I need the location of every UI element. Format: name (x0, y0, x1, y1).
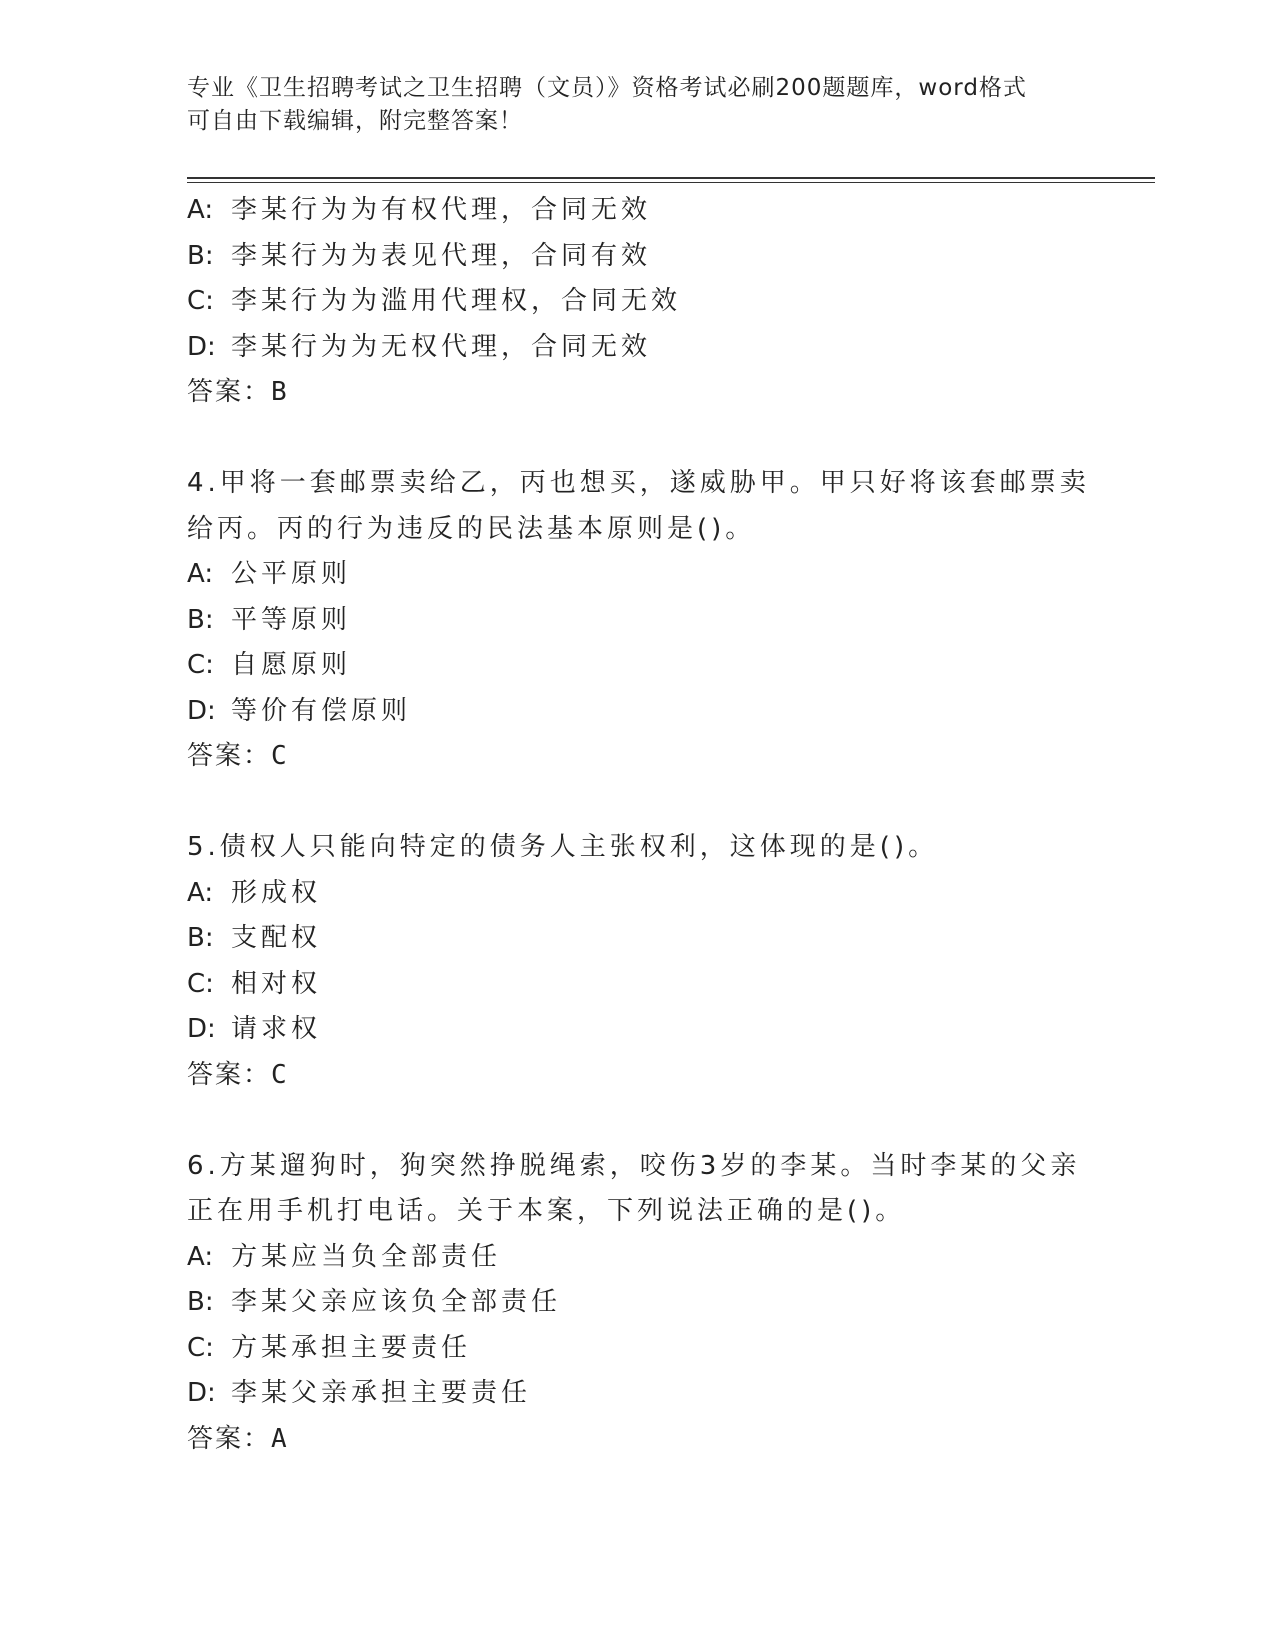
question-3 (187, 188, 1087, 416)
option-b (187, 1280, 1087, 1326)
option-text: 自愿原则 (231, 650, 352, 680)
option-text: 李某父亲承担主要责任 (231, 1378, 532, 1408)
option-d (187, 1007, 1087, 1053)
option-a (187, 1235, 1087, 1281)
document-header (187, 72, 1067, 138)
spacer (187, 416, 1087, 462)
option-key: C: (187, 1332, 214, 1363)
spacer (187, 1098, 1087, 1144)
option-a (187, 871, 1087, 917)
option-text: 平等原则 (231, 604, 352, 635)
option-key: D: (187, 1014, 216, 1044)
question-stem-line-1: 6.方某遛狗时，狗突然挣脱绳索，咬伤3岁的李某。当时李某的父亲 (187, 1150, 1081, 1181)
question-6 (187, 1144, 1087, 1463)
option-text: 支配权 (231, 923, 322, 953)
option-b (187, 916, 1087, 962)
question-stem-line-2: 正在用手机打电话。关于本案，下列说法正确的是()。 (187, 1196, 906, 1226)
spacer (187, 780, 1087, 826)
option-b (187, 598, 1087, 644)
header-title-line-1: 专业《卫生招聘考试之卫生招聘（文员）》资格考试必刷200题题库，word格式 (187, 75, 1027, 101)
option-d (187, 325, 1087, 371)
option-c (187, 962, 1087, 1008)
question-4 (187, 461, 1090, 780)
option-d (187, 689, 1087, 735)
option-key: C: (187, 286, 214, 316)
answer-label: 答案： (187, 741, 272, 771)
answer-line (187, 734, 1087, 780)
option-key: B: (187, 1287, 214, 1317)
option-text: 李某行为为滥用代理权，合同无效 (231, 286, 682, 316)
option-text: 李某行为为无权代理，合同无效 (231, 331, 652, 362)
option-key: D: (187, 331, 216, 362)
option-b (187, 234, 1087, 280)
question-stem-line-1: 4.甲将一套邮票卖给乙，丙也想买，遂威胁甲。甲只好将该套邮票卖 (187, 468, 1090, 498)
option-c (187, 643, 1087, 689)
option-key: B: (187, 923, 214, 953)
option-text: 请求权 (231, 1014, 322, 1044)
option-text: 公平原则 (231, 559, 352, 589)
answer-line (187, 370, 1087, 416)
answer-label: 答案： (187, 1423, 272, 1454)
option-key: D: (187, 1378, 216, 1408)
answer-value: B (271, 377, 289, 407)
option-text: 方某应当负全部责任 (231, 1241, 502, 1272)
option-key: A: (187, 195, 214, 225)
question-5 (187, 825, 1087, 1098)
option-text: 李某行为为表见代理，合同有效 (231, 240, 652, 271)
header-divider-thin (187, 182, 1155, 183)
option-key: C: (187, 650, 214, 680)
option-key: A: (187, 877, 214, 908)
question-list (187, 188, 1090, 1462)
option-text: 形成权 (231, 877, 322, 908)
answer-label: 答案： (187, 1059, 272, 1090)
option-key: D: (187, 695, 216, 726)
answer-value: A (271, 1423, 289, 1454)
option-key: B: (187, 240, 214, 271)
answer-value: C (271, 1059, 289, 1090)
option-a (187, 188, 1087, 234)
option-a (187, 552, 1087, 598)
header-divider-thick (187, 177, 1155, 179)
question-stem-line-2: 给丙。丙的行为违反的民法基本原则是()。 (187, 513, 756, 544)
option-key: B: (187, 604, 214, 635)
option-c (187, 279, 1087, 325)
header-title-line-2: 可自由下载编辑，附完整答案！ (187, 108, 523, 134)
answer-label: 答案： (187, 377, 272, 407)
answer-value: C (271, 741, 289, 771)
answer-line (187, 1053, 1087, 1099)
answer-line (187, 1417, 1087, 1463)
option-text: 相对权 (231, 968, 322, 999)
option-key: A: (187, 559, 214, 589)
option-text: 李某行为为有权代理，合同无效 (231, 195, 652, 225)
question-stem-line-1: 5.债权人只能向特定的债务人主张权利，这体现的是()。 (187, 832, 939, 862)
option-text: 李某父亲应该负全部责任 (231, 1287, 562, 1317)
option-text: 等价有偿原则 (231, 695, 412, 726)
option-text: 方某承担主要责任 (231, 1332, 472, 1363)
option-key: A: (187, 1241, 214, 1272)
option-d (187, 1371, 1087, 1417)
option-c (187, 1326, 1087, 1372)
option-key: C: (187, 968, 214, 999)
